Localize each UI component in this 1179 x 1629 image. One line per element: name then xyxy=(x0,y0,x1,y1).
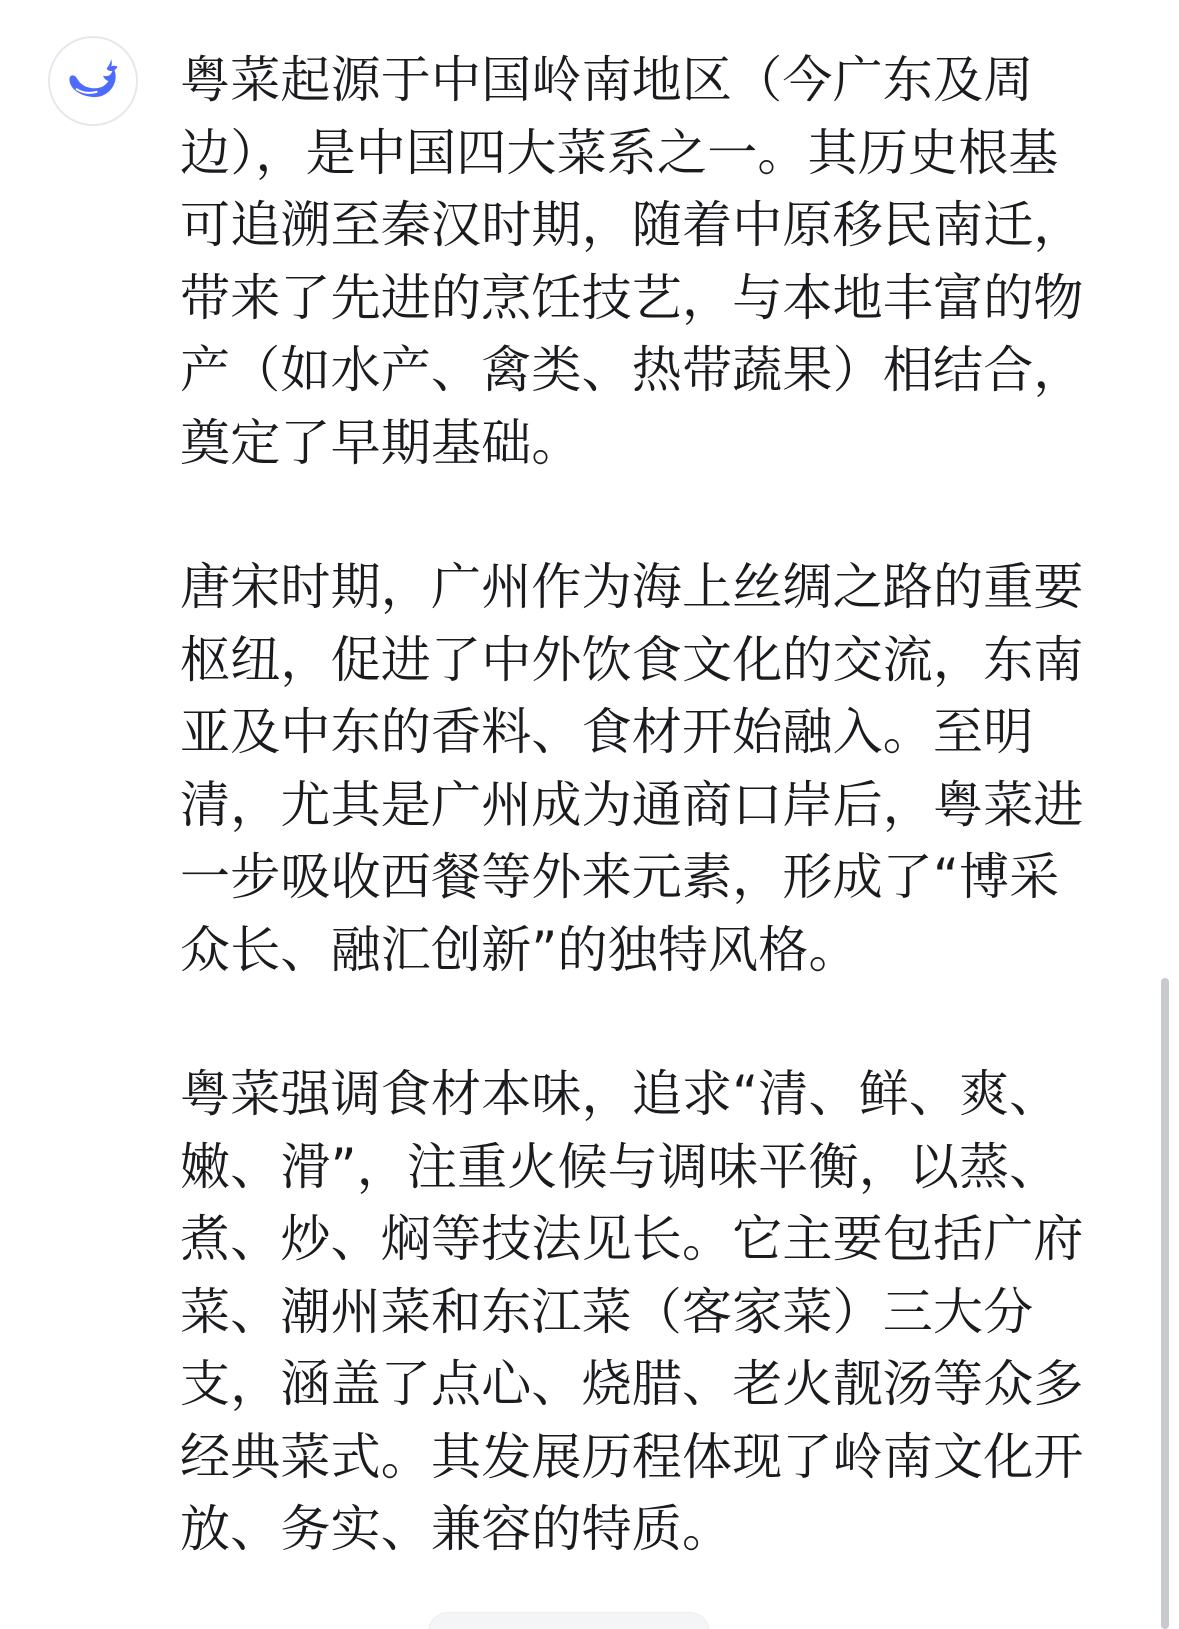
bottom-action-pill[interactable] xyxy=(428,1612,710,1629)
message-paragraph-3: 粤菜强调食材本味，追求“清、鲜、爽、嫩、滑”，注重火候与调味平衡，以蒸、煮、炒、焖等技法见长。它主要包括广府菜、潮州菜和东江菜（客家菜）三大分支，涵盖了点心、烧腊、老火靓汤等众多经典菜式。其发展历程体现了岭南文化开放、务实、兼容的特质。 xyxy=(180,1065,1084,1558)
whale-logo-icon xyxy=(64,52,122,110)
assistant-avatar xyxy=(48,36,138,126)
message-paragraph-1: 粤菜起源于中国岭南地区（今广东及周边），是中国四大菜系之一。其历史根基可追溯至秦汉时期，随着中原移民南迁，带来了先进的烹饪技艺，与本地丰富的物产（如水产、禽类、热带蔬果）相结合，奠定了早期基础。 xyxy=(180,51,1084,472)
message-paragraph-2: 唐宋时期，广州作为海上丝绸之路的重要枢纽，促进了中外饮食文化的交流，东南亚及中东的香料、食材开始融入。至明清，尤其是广州成为通商口岸后，粤菜进一步吸收西餐等外来元素，形成了“博采众长、融汇创新”的独特风格。 xyxy=(180,558,1084,979)
scrollbar-thumb[interactable] xyxy=(1161,978,1169,1629)
assistant-message xyxy=(180,44,1095,1566)
